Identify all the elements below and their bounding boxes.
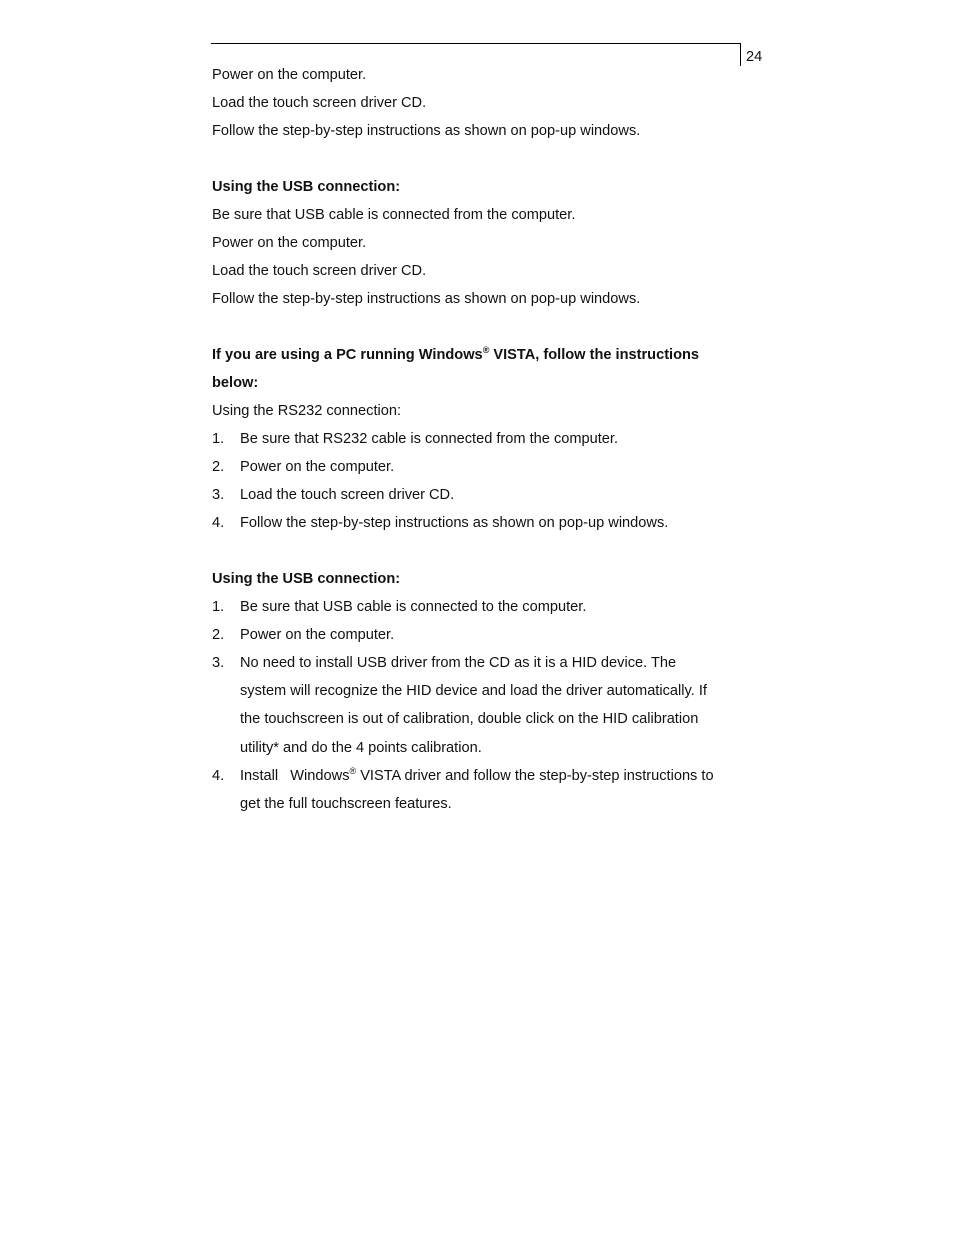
list-item [212,509,752,537]
list-number: 3. [212,655,225,671]
list-text: Load the touch screen driver CD. [240,487,455,503]
list-item [212,762,752,818]
list-item [212,593,752,621]
section-usb-connection-vista [212,565,752,818]
list-item [212,621,752,649]
section-heading [212,341,752,369]
list-text-segment: VISTA driver and follow the step-by-step instructions to [356,767,714,784]
instruction-line: Power on the computer. [212,235,367,251]
instruction-line: Follow the step-by-step instructions as shown on pop-up windows. [212,291,641,307]
section-heading: Using the USB connection: [212,179,401,195]
list-text-line: get the full touchscreen features. [240,795,452,812]
list-number: 1. [212,431,225,447]
list-number: 4. [212,767,225,784]
list-number: 2. [212,459,225,475]
list-text-line: No need to install USB driver from the CD as it is a HID device. The [240,655,677,671]
section-heading-continued: below: [212,375,259,391]
list-item [212,649,752,762]
section-windows-vista [212,341,752,537]
registered-mark: ® [349,765,357,776]
list-text: Be sure that USB cable is connected to the computer. [240,599,587,615]
list-text-line: system will recognize the HID device and load the driver automatically. If [240,683,707,699]
spacer [212,537,752,565]
list-text: Power on the computer. [240,459,395,475]
section-rs232-continued [212,61,752,145]
spacer [212,145,752,173]
header-rule [211,43,741,44]
section-usb-connection [212,173,752,313]
list-number: 4. [212,515,225,531]
list-text: Follow the step-by-step instructions as shown on pop-up windows. [240,515,669,531]
heading-text: VISTA, follow the instructions [489,347,700,363]
list-text: Be sure that RS232 cable is connected from the computer. [240,431,619,447]
list-text [240,649,752,762]
list-number: 3. [212,487,225,503]
instruction-line: Follow the step-by-step instructions as shown on pop-up windows. [212,123,641,139]
list-item [212,481,752,509]
list-text-line: utility* and do the 4 points calibration. [240,739,482,756]
list-text-line: the touchscreen is out of calibration, double click on the HID calibration [240,711,699,728]
list-item [212,453,752,481]
list-text: Power on the computer. [240,627,395,643]
instruction-line: Load the touch screen driver CD. [212,263,427,279]
subheading: Using the RS232 connection: [212,403,402,419]
list-text-segment: Install Windows [240,767,350,784]
list-text-line [240,762,752,790]
list-item [212,425,752,453]
heading-text: If you are using a PC running Windows [212,347,483,363]
list-text [240,762,752,818]
section-heading: Using the USB connection: [212,571,401,587]
instruction-line: Be sure that USB cable is connected from the computer. [212,207,576,223]
instruction-line: Power on the computer. [212,67,367,83]
list-number: 2. [212,627,225,643]
list-number: 1. [212,599,225,615]
registered-mark: ® [482,345,490,355]
spacer [212,313,752,341]
instruction-line: Load the touch screen driver CD. [212,95,427,111]
page-number: 24 [746,49,763,65]
page-body [212,61,752,818]
